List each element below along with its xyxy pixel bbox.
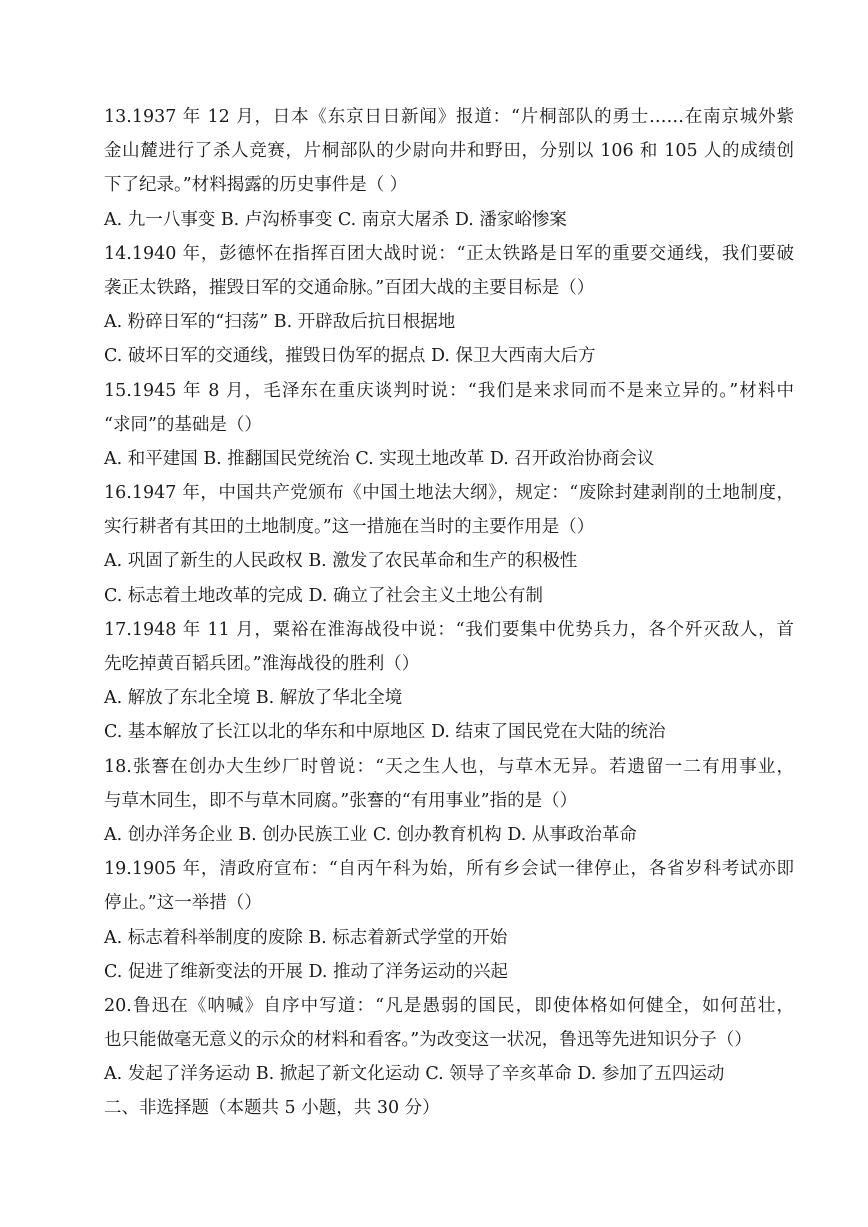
question-17 — [104, 613, 794, 750]
question-text-line: 下了纪录。”材料揭露的历史事件是（ ） — [104, 175, 408, 196]
question-13 — [104, 100, 794, 237]
question-text-line: 16.1947 年，中国共产党颁布《中国土地法大纲》，规定：“废除封建剥削的土地制度， — [104, 483, 794, 504]
answer-options: A. 创办洋务企业 B. 创办民族工业 C. 创办教育机构 D. 从事政治革命 — [104, 824, 637, 845]
answer-options: C. 标志着土地改革的完成 D. 确立了社会主义土地公有制 — [104, 585, 543, 606]
question-text-line: 袭正太铁路，摧毁日军的交通命脉。”百团大战的主要目标是（） — [104, 277, 595, 298]
question-text-line: “求同”的基础是（） — [104, 414, 262, 435]
question-text-line: 停止。”这一举措（） — [104, 893, 262, 914]
question-15 — [104, 374, 794, 477]
answer-options: A. 九一八事变 B. 卢沟桥事变 C. 南京大屠杀 D. 潘家峪惨案 — [104, 209, 567, 230]
question-text-line: 20.鲁迅在《呐喊》自序中写道：“凡是愚弱的国民，即使体格如何健全，如何茁壮， — [104, 995, 794, 1016]
answer-options: A. 解放了东北全境 B. 解放了华北全境 — [104, 688, 403, 709]
answer-options: A. 粉碎日军的“扫荡” B. 开辟敌后抗日根据地 — [104, 312, 456, 333]
question-20 — [104, 989, 794, 1092]
section-heading: 二、非选择题（本题共 5 小题，共 30 分） — [104, 1098, 440, 1119]
question-text-line: 19.1905 年，清政府宣布：“自丙午科为始，所有乡会试一律停止，各省岁科考试亦即 — [104, 859, 794, 880]
question-text-line: 13.1937 年 12 月，日本《东京日日新闻》报道：“片桐部队的勇士……在南京城外紫 — [104, 107, 794, 127]
exam-page — [104, 100, 794, 1126]
answer-options: A. 标志着科举制度的废除 B. 标志着新式学堂的开始 — [104, 927, 508, 948]
question-text-line: 先吃掉黄百韬兵团。”淮海战役的胜利（） — [104, 654, 420, 674]
question-text-line: 实行耕者有其田的土地制度。”这一措施在当时的主要作用是（） — [104, 517, 595, 538]
question-14 — [104, 237, 794, 374]
question-text-line: 也只能做毫无意义的示众的材料和看客。”为改变这一状况，鲁迅等先进知识分子（） — [104, 1030, 752, 1051]
answer-options: C. 基本解放了长江以北的华东和中原地区 D. 结束了国民党在大陆的统治 — [104, 722, 666, 743]
question-text-line: 18.张謇在创办大生纱厂时曾说：“天之生人也，与草木无异。若遗留一二有用事业， — [104, 756, 794, 777]
answer-options: A. 巩固了新生的人民政权 B. 激发了农民革命和生产的积极性 — [104, 551, 578, 572]
question-text-line: 17.1948 年 11 月，粟裕在淮海战役中说：“我们要集中优势兵力，各个歼灭敌人，首 — [104, 619, 794, 640]
answer-options: A. 发起了洋务运动 B. 掀起了新文化运动 C. 领导了辛亥革命 D. 参加了五四运动 — [104, 1064, 725, 1085]
question-text-line: 与草木同生，即不与草木同腐。”张謇的“有用事业”指的是（） — [104, 790, 578, 811]
answer-options: A. 和平建国 B. 推翻国民党统治 C. 实现土地改革 D. 召开政治协商会议 — [104, 448, 655, 469]
answer-options: C. 促进了维新变法的开展 D. 推动了洋务运动的兴起 — [104, 961, 508, 982]
question-16 — [104, 476, 794, 613]
question-text-line: 14.1940 年，彭德怀在指挥百团大战时说：“正太铁路是日军的重要交通线，我们要破 — [104, 243, 794, 264]
question-19 — [104, 852, 794, 989]
question-18 — [104, 750, 794, 853]
question-text-line: 金山麓进行了杀人竞赛，片桐部队的少尉向井和野田，分别以 106 和 105 人的成绩创 — [104, 141, 794, 162]
answer-options: C. 破坏日军的交通线，摧毁日伪军的据点 D. 保卫大西南大后方 — [104, 346, 596, 367]
question-text-line: 15.1945 年 8 月，毛泽东在重庆谈判时说：“我们是来求同而不是来立异的。”材料中 — [104, 380, 794, 401]
